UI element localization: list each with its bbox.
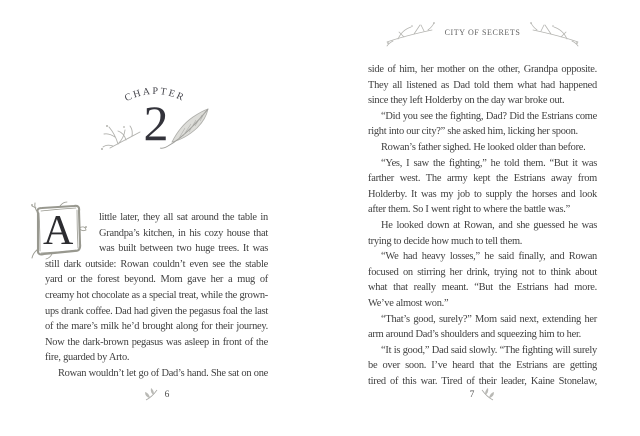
body-line: trying to decide how much to tell them. <box>368 235 523 247</box>
body-line: “Did you see the fighting, Dad? Did the Estrians come <box>381 110 597 122</box>
body-line: Rowan wouldn’t let go of Dad’s hand. She sat on one <box>58 367 268 379</box>
body-line: focused on stirring her drink, trying not to think about <box>368 266 597 278</box>
body-line: He looked down at Rowan, and she guessed he was <box>381 219 597 231</box>
chapter-heading <box>80 80 230 158</box>
body-line: fire, guarded by Arto. <box>45 352 130 364</box>
right-page-body <box>368 62 597 389</box>
chapter-sprig-icon <box>101 125 140 150</box>
page-leaf-icon <box>144 388 160 402</box>
header-sprig-left-icon <box>384 18 436 48</box>
chapter-number: 2 <box>143 95 169 151</box>
body-line: Rowan’s father sighed. He looked older than before. <box>381 141 586 153</box>
body-line: still dark outside: Rowan couldn’t even see the stable <box>45 258 268 270</box>
body-line: “We had heavy losses,” he said finally, and Rowan <box>381 251 597 263</box>
drop-cap <box>42 208 99 256</box>
right-page <box>320 0 640 436</box>
body-line: Holderby. It was my job to supply the horses and look <box>368 188 597 200</box>
chapter-ornament-icon <box>80 80 230 158</box>
dropcap-frame-icon <box>29 201 87 261</box>
body-line: after them. So I went right to where the battle was.” <box>368 204 570 216</box>
body-line: ups drank coffee. Dad had given the pegasus foal the last <box>45 305 268 317</box>
twig-dot <box>31 204 33 206</box>
body-line: little later, they all sat around the table in <box>99 212 268 223</box>
body-line: right into our city?” she asked him, licking her spoon. <box>368 126 578 138</box>
page-number: 7 <box>469 390 475 400</box>
body-line: of the mare’s milk he’d brought along for their journey. <box>45 321 268 333</box>
drop-cap-letter: A <box>42 208 74 254</box>
body-line: side of him, her mother on the other, Grandpa opposite. <box>368 64 597 75</box>
header-sprig-right-icon <box>529 18 581 48</box>
body-line: yard or the forest beyond. Mom gave her a mug of <box>45 274 268 286</box>
body-line: “That’s good, surely?” Mom said next, extending her <box>381 313 597 325</box>
body-line: be over soon. I’ve heard that the Estrians are getting <box>368 360 597 372</box>
body-line: We’ve almost won.” <box>368 297 449 309</box>
chapter-label: CHAPTER <box>123 85 187 105</box>
body-line: since they left Holderby on the day war broke out. <box>368 95 565 107</box>
body-line: “Yes, I saw the fighting,” he told them. “But it was <box>381 157 597 169</box>
page-number: 6 <box>164 390 170 400</box>
body-line: was built between two huge trees. It was <box>99 243 268 255</box>
body-line: what that really meant. “But the Estrians had more. <box>368 282 597 294</box>
body-line: tired of this war. Tired of their leader, Kaine Stonelaw, <box>368 375 597 387</box>
body-line: Now the dark-brown pegasus was asleep in front of the <box>45 336 268 348</box>
twig-dot <box>85 226 87 228</box>
left-page-footer <box>45 387 268 403</box>
running-header <box>368 16 597 50</box>
page-leaf-icon <box>479 388 495 402</box>
left-page-body <box>42 208 268 382</box>
right-page-footer <box>368 387 597 403</box>
body-line: “It is good,” Dad said slowly. “The fighting will surely <box>381 344 597 356</box>
body-line: farther west. The army kept the Estrians away from <box>368 173 597 185</box>
body-line: Grandpa’s kitchen, in his cozy house that <box>99 227 268 239</box>
running-header-title: CITY OF SECRETS <box>444 27 521 37</box>
body-line: arm around Dad’s shoulders and squeezing him to her. <box>368 329 581 341</box>
body-line: They all listened as Dad told them what had happened <box>368 79 597 91</box>
body-line: creamy hot chocolate as a special treat, while the grown- <box>45 289 268 301</box>
